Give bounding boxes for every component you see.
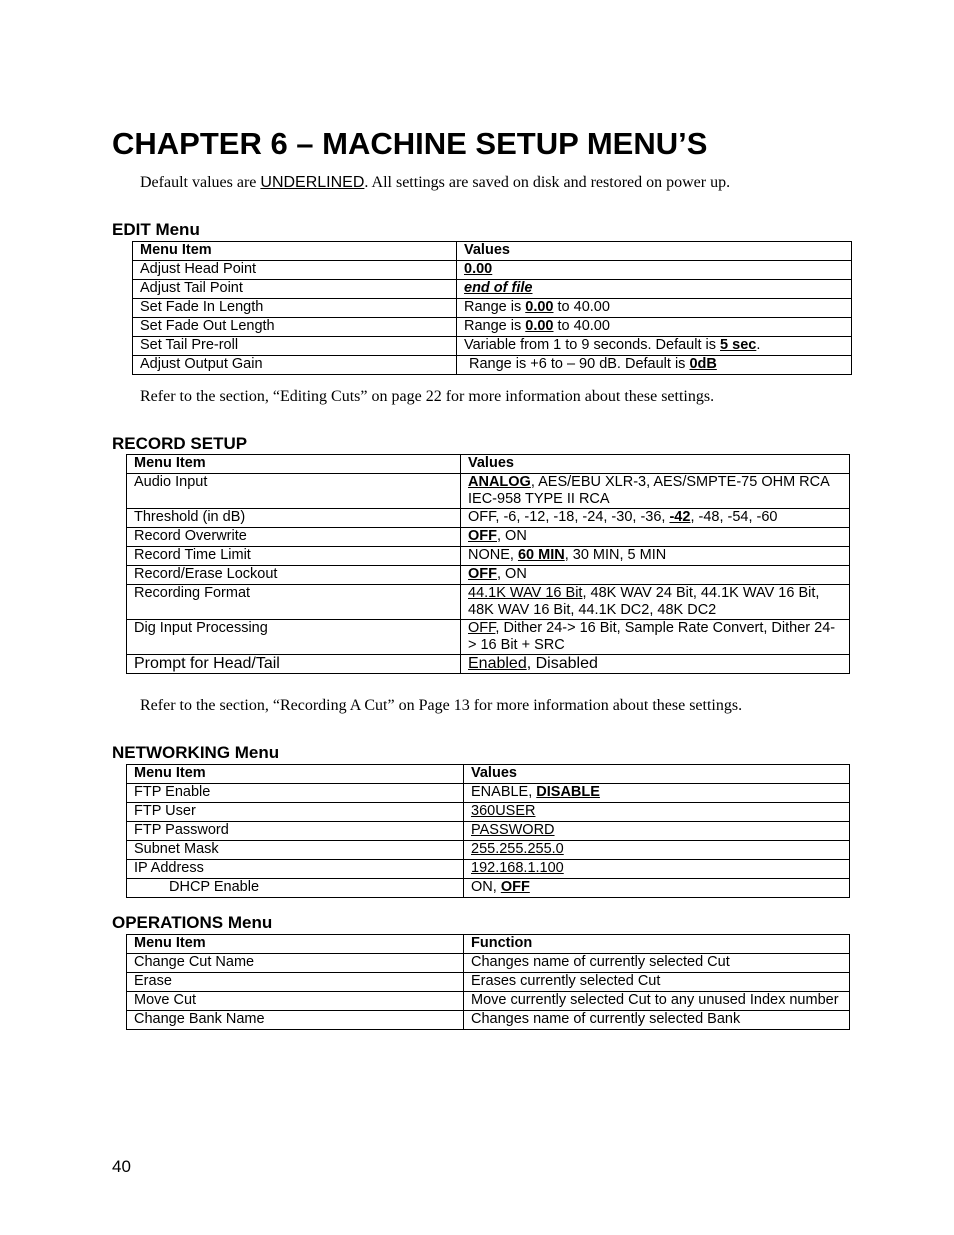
function-cell: Changes name of currently selected Bank <box>464 1011 850 1030</box>
menu-item: Adjust Tail Point <box>133 280 457 299</box>
edit-menu-heading: EDIT Menu <box>112 220 200 239</box>
table-header-row <box>127 455 850 474</box>
menu-item: FTP Password <box>127 822 464 841</box>
value-cell: 192.168.1.100 <box>464 860 850 879</box>
value-cell: OFF, ON <box>461 528 850 547</box>
column-header: Menu Item <box>127 765 464 784</box>
table-header-row <box>127 935 850 954</box>
menu-item: Change Cut Name <box>127 954 464 973</box>
table-row <box>127 547 850 566</box>
menu-item: DHCP Enable <box>127 879 464 898</box>
column-header: Values <box>457 242 852 261</box>
table-row <box>127 822 850 841</box>
value-cell: Enabled, Disabled <box>461 655 850 674</box>
menu-item: Dig Input Processing <box>127 620 461 655</box>
table-row <box>127 841 850 860</box>
value-cell: ANALOG, AES/EBU XLR-3, AES/SMPTE-75 OHM RCA IEC-958 TYPE II RCA <box>461 474 850 509</box>
table-row <box>133 261 852 280</box>
chapter-title: CHAPTER 6 – MACHINE SETUP MENU’S <box>112 126 708 161</box>
function-cell: Changes name of currently selected Cut <box>464 954 850 973</box>
table-row <box>133 318 852 337</box>
value-cell: 44.1K WAV 16 Bit, 48K WAV 24 Bit, 44.1K WAV 16 Bit, 48K WAV 16 Bit, 44.1K DC2, 48K DC2 <box>461 585 850 620</box>
table-row <box>127 879 850 898</box>
menu-item: Record Overwrite <box>127 528 461 547</box>
menu-item: Prompt for Head/Tail <box>127 655 461 674</box>
value-cell: ENABLE, DISABLE <box>464 784 850 803</box>
table-row <box>127 474 850 509</box>
table-row <box>127 803 850 822</box>
value-cell: OFF, ON <box>461 566 850 585</box>
menu-item: Move Cut <box>127 992 464 1011</box>
function-cell: Erases currently selected Cut <box>464 973 850 992</box>
record-setup-note: Refer to the section, “Recording A Cut” on Page 13 for more information about these settings. <box>140 697 743 714</box>
record-setup-heading: RECORD SETUP <box>112 434 248 453</box>
table-row <box>127 509 850 528</box>
value-cell: PASSWORD <box>464 822 850 841</box>
table-header-row <box>133 242 852 261</box>
value-cell: OFF, -6, -12, -18, -24, -30, -36, -42, -48, -54, -60 <box>461 509 850 528</box>
column-header: Menu Item <box>133 242 457 261</box>
record-setup-table <box>126 454 850 674</box>
value-cell: Range is +6 to – 90 dB. Default is 0dB <box>457 356 852 375</box>
table-row <box>133 299 852 318</box>
value-cell: ON, OFF <box>464 879 850 898</box>
function-cell: Move currently selected Cut to any unused Index number <box>464 992 850 1011</box>
value-cell: Range is 0.00 to 40.00 <box>457 318 852 337</box>
table-row <box>127 620 850 655</box>
menu-item: Audio Input <box>127 474 461 509</box>
value-cell: Range is 0.00 to 40.00 <box>457 299 852 318</box>
table-row <box>127 973 850 992</box>
value-cell: OFF, Dither 24-> 16 Bit, Sample Rate Convert, Dither 24-> 16 Bit + SRC <box>461 620 850 655</box>
column-header: Values <box>461 455 850 474</box>
table-row <box>127 992 850 1011</box>
menu-item: FTP Enable <box>127 784 464 803</box>
menu-item: Set Tail Pre-roll <box>133 337 457 356</box>
value-cell: NONE, 60 MIN, 30 MIN, 5 MIN <box>461 547 850 566</box>
table-row <box>133 280 852 299</box>
menu-item: FTP User <box>127 803 464 822</box>
column-header: Menu Item <box>127 455 461 474</box>
menu-item: Subnet Mask <box>127 841 464 860</box>
menu-item: Record/Erase Lockout <box>127 566 461 585</box>
table-row <box>127 860 850 879</box>
networking-menu-table <box>126 764 850 898</box>
column-header: Values <box>464 765 850 784</box>
value-cell: 360USER <box>464 803 850 822</box>
table-row <box>127 655 850 674</box>
table-header-row <box>127 765 850 784</box>
menu-item: Change Bank Name <box>127 1011 464 1030</box>
table-row <box>127 566 850 585</box>
value-cell: 255.255.255.0 <box>464 841 850 860</box>
table-row <box>127 585 850 620</box>
menu-item: Set Fade In Length <box>133 299 457 318</box>
menu-item: Record Time Limit <box>127 547 461 566</box>
menu-item: Set Fade Out Length <box>133 318 457 337</box>
edit-menu-table <box>132 241 852 375</box>
table-row <box>127 954 850 973</box>
operations-menu-heading: OPERATIONS Menu <box>112 913 273 932</box>
value-cell: end of file <box>457 280 852 299</box>
table-row <box>127 528 850 547</box>
underlined-example: UNDERLINED <box>260 174 365 191</box>
menu-item: Adjust Head Point <box>133 261 457 280</box>
table-row <box>127 1011 850 1030</box>
intro-paragraph: Default values are UNDERLINED. All settings are saved on disk and restored on power up. <box>140 174 731 191</box>
value-cell: Variable from 1 to 9 seconds. Default is 5 sec. <box>457 337 852 356</box>
operations-menu-table <box>126 934 850 1030</box>
table-row <box>133 356 852 375</box>
edit-menu-note: Refer to the section, “Editing Cuts” on page 22 for more information about these settings. <box>140 388 715 405</box>
page-number: 40 <box>112 1157 131 1176</box>
value-cell: 0.00 <box>457 261 852 280</box>
table-row <box>133 337 852 356</box>
menu-item: IP Address <box>127 860 464 879</box>
menu-item: Recording Format <box>127 585 461 620</box>
menu-item: Erase <box>127 973 464 992</box>
table-row <box>127 784 850 803</box>
column-header: Menu Item <box>127 935 464 954</box>
networking-menu-heading: NETWORKING Menu <box>112 743 280 762</box>
menu-item: Adjust Output Gain <box>133 356 457 375</box>
column-header: Function <box>464 935 850 954</box>
menu-item: Threshold (in dB) <box>127 509 461 528</box>
